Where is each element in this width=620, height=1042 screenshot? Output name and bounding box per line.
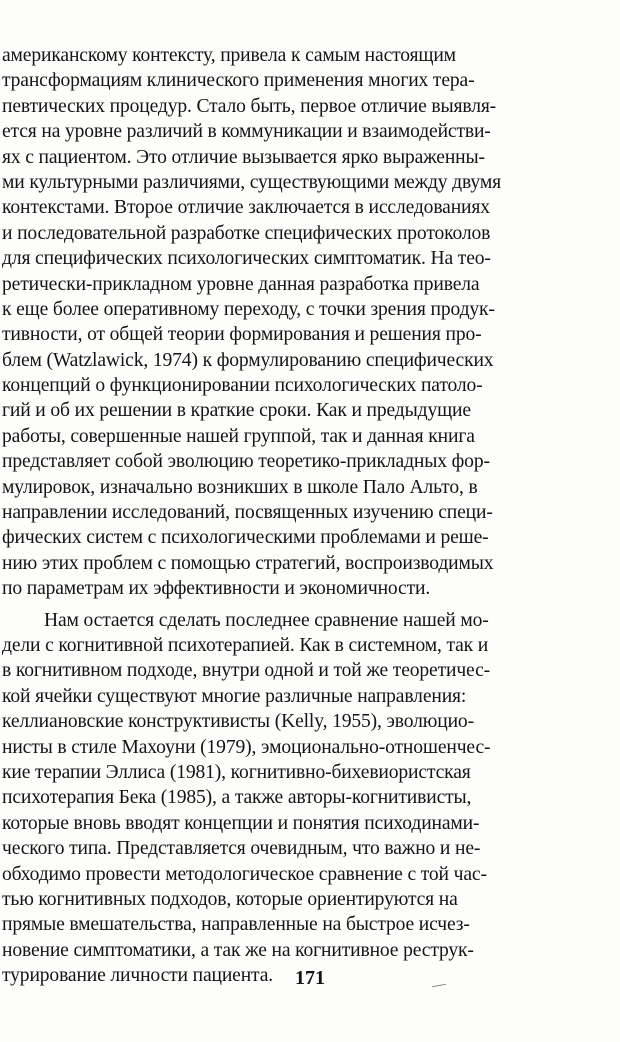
text-line: которые вновь вводят концепции и понятия психодинами-: [2, 812, 480, 834]
text-line: ях с пациентом. Это отличие вызывается ярко выраженны-: [2, 146, 485, 168]
text-line: турирование личности пациента.: [2, 965, 273, 987]
text-line: психотерапия Бека (1985), а также авторы-когнитивисты,: [2, 787, 472, 809]
text-line: ми культурными различиями, существующими между двумя: [2, 171, 501, 193]
text-line: представляет собой эволюцию теоретико-прикладных фор-: [2, 451, 490, 473]
text-line: тью когнитивных подходов, которые ориентируются на: [2, 888, 458, 910]
text-line: кие терапии Эллиса (1981), когнитивно-бихевиористская: [2, 761, 471, 783]
text-line: концепций о функционировании психологических патоло-: [2, 375, 483, 397]
text-line: для специфических психологических симптоматик. На тео-: [2, 248, 491, 270]
text-line: кой ячейки существуют многие различные направления:: [2, 685, 467, 707]
text-line: певтических процедур. Стало быть, первое отличие выявля-: [2, 95, 497, 117]
text-line: Нам остается сделать последнее сравнение нашей мо-: [44, 609, 489, 631]
text-line: фических систем с психологическими проблемами и реше-: [2, 527, 489, 549]
text-line: нию этих проблем с помощью стратегий, воспроизводимых: [2, 552, 494, 574]
text-line: мулировок, изначально возникших в школе Пало Альто, в: [2, 476, 478, 498]
text-line: ческого типа. Представляется очевидным, что важно и не-: [2, 838, 481, 860]
text-line: дели с когнитивной психотерапией. Как в системном, так и: [2, 634, 489, 656]
text-line: гий и об их решении в краткие сроки. Как и предыдущие: [2, 400, 471, 422]
text-line: и последовательной разработке специфических протоколов: [2, 222, 491, 244]
text-line: в когнитивном подходе, внутри одной и той же теоретичес-: [2, 660, 491, 682]
text-line: контекстами. Второе отличие заключается в исследованиях: [2, 197, 490, 219]
text-line: келлиановские конструктивисты (Kelly, 1955), эволюцио-: [2, 711, 474, 733]
text-line: новение симптоматики, а так же на когнитивное реструк-: [2, 939, 474, 961]
text-line: блем (Watzlawick, 1974) к формулированию специфических: [2, 349, 494, 371]
text-line: нисты в стиле Махоуни (1979), эмоционально-отношенчес-: [2, 736, 491, 758]
text-line: тивности, от общей теории формирования и решения про-: [2, 324, 482, 346]
text-line: ется на уровне различий в коммуникации и взаимодействи-: [2, 121, 491, 143]
text-line: работы, совершенные нашей группой, так и данная книга: [2, 425, 475, 447]
text-line: к еще более оперативному переходу, с точки зрения продук-: [2, 298, 495, 320]
text-line: ретически-прикладном уровне данная разработка привела: [2, 273, 480, 295]
text-line: трансформациям клинического применения многих тера-: [2, 70, 475, 92]
body-text: [2, 43, 582, 988]
text-line: по параметрам их эффективности и экономичности.: [2, 578, 431, 600]
paragraph-1: [2, 43, 582, 602]
paragraph-2: [2, 608, 582, 989]
text-line: американскому контексту, привела к самым настоящим: [2, 45, 456, 66]
page-number: 171: [295, 967, 325, 989]
text-line: направлении исследований, посвященных изучению специ-: [2, 502, 493, 524]
text-line: прямые вмешательства, направленные на быстрое исчез-: [2, 914, 470, 936]
text-line: обходимо провести методологическое сравнение с той час-: [2, 863, 487, 885]
